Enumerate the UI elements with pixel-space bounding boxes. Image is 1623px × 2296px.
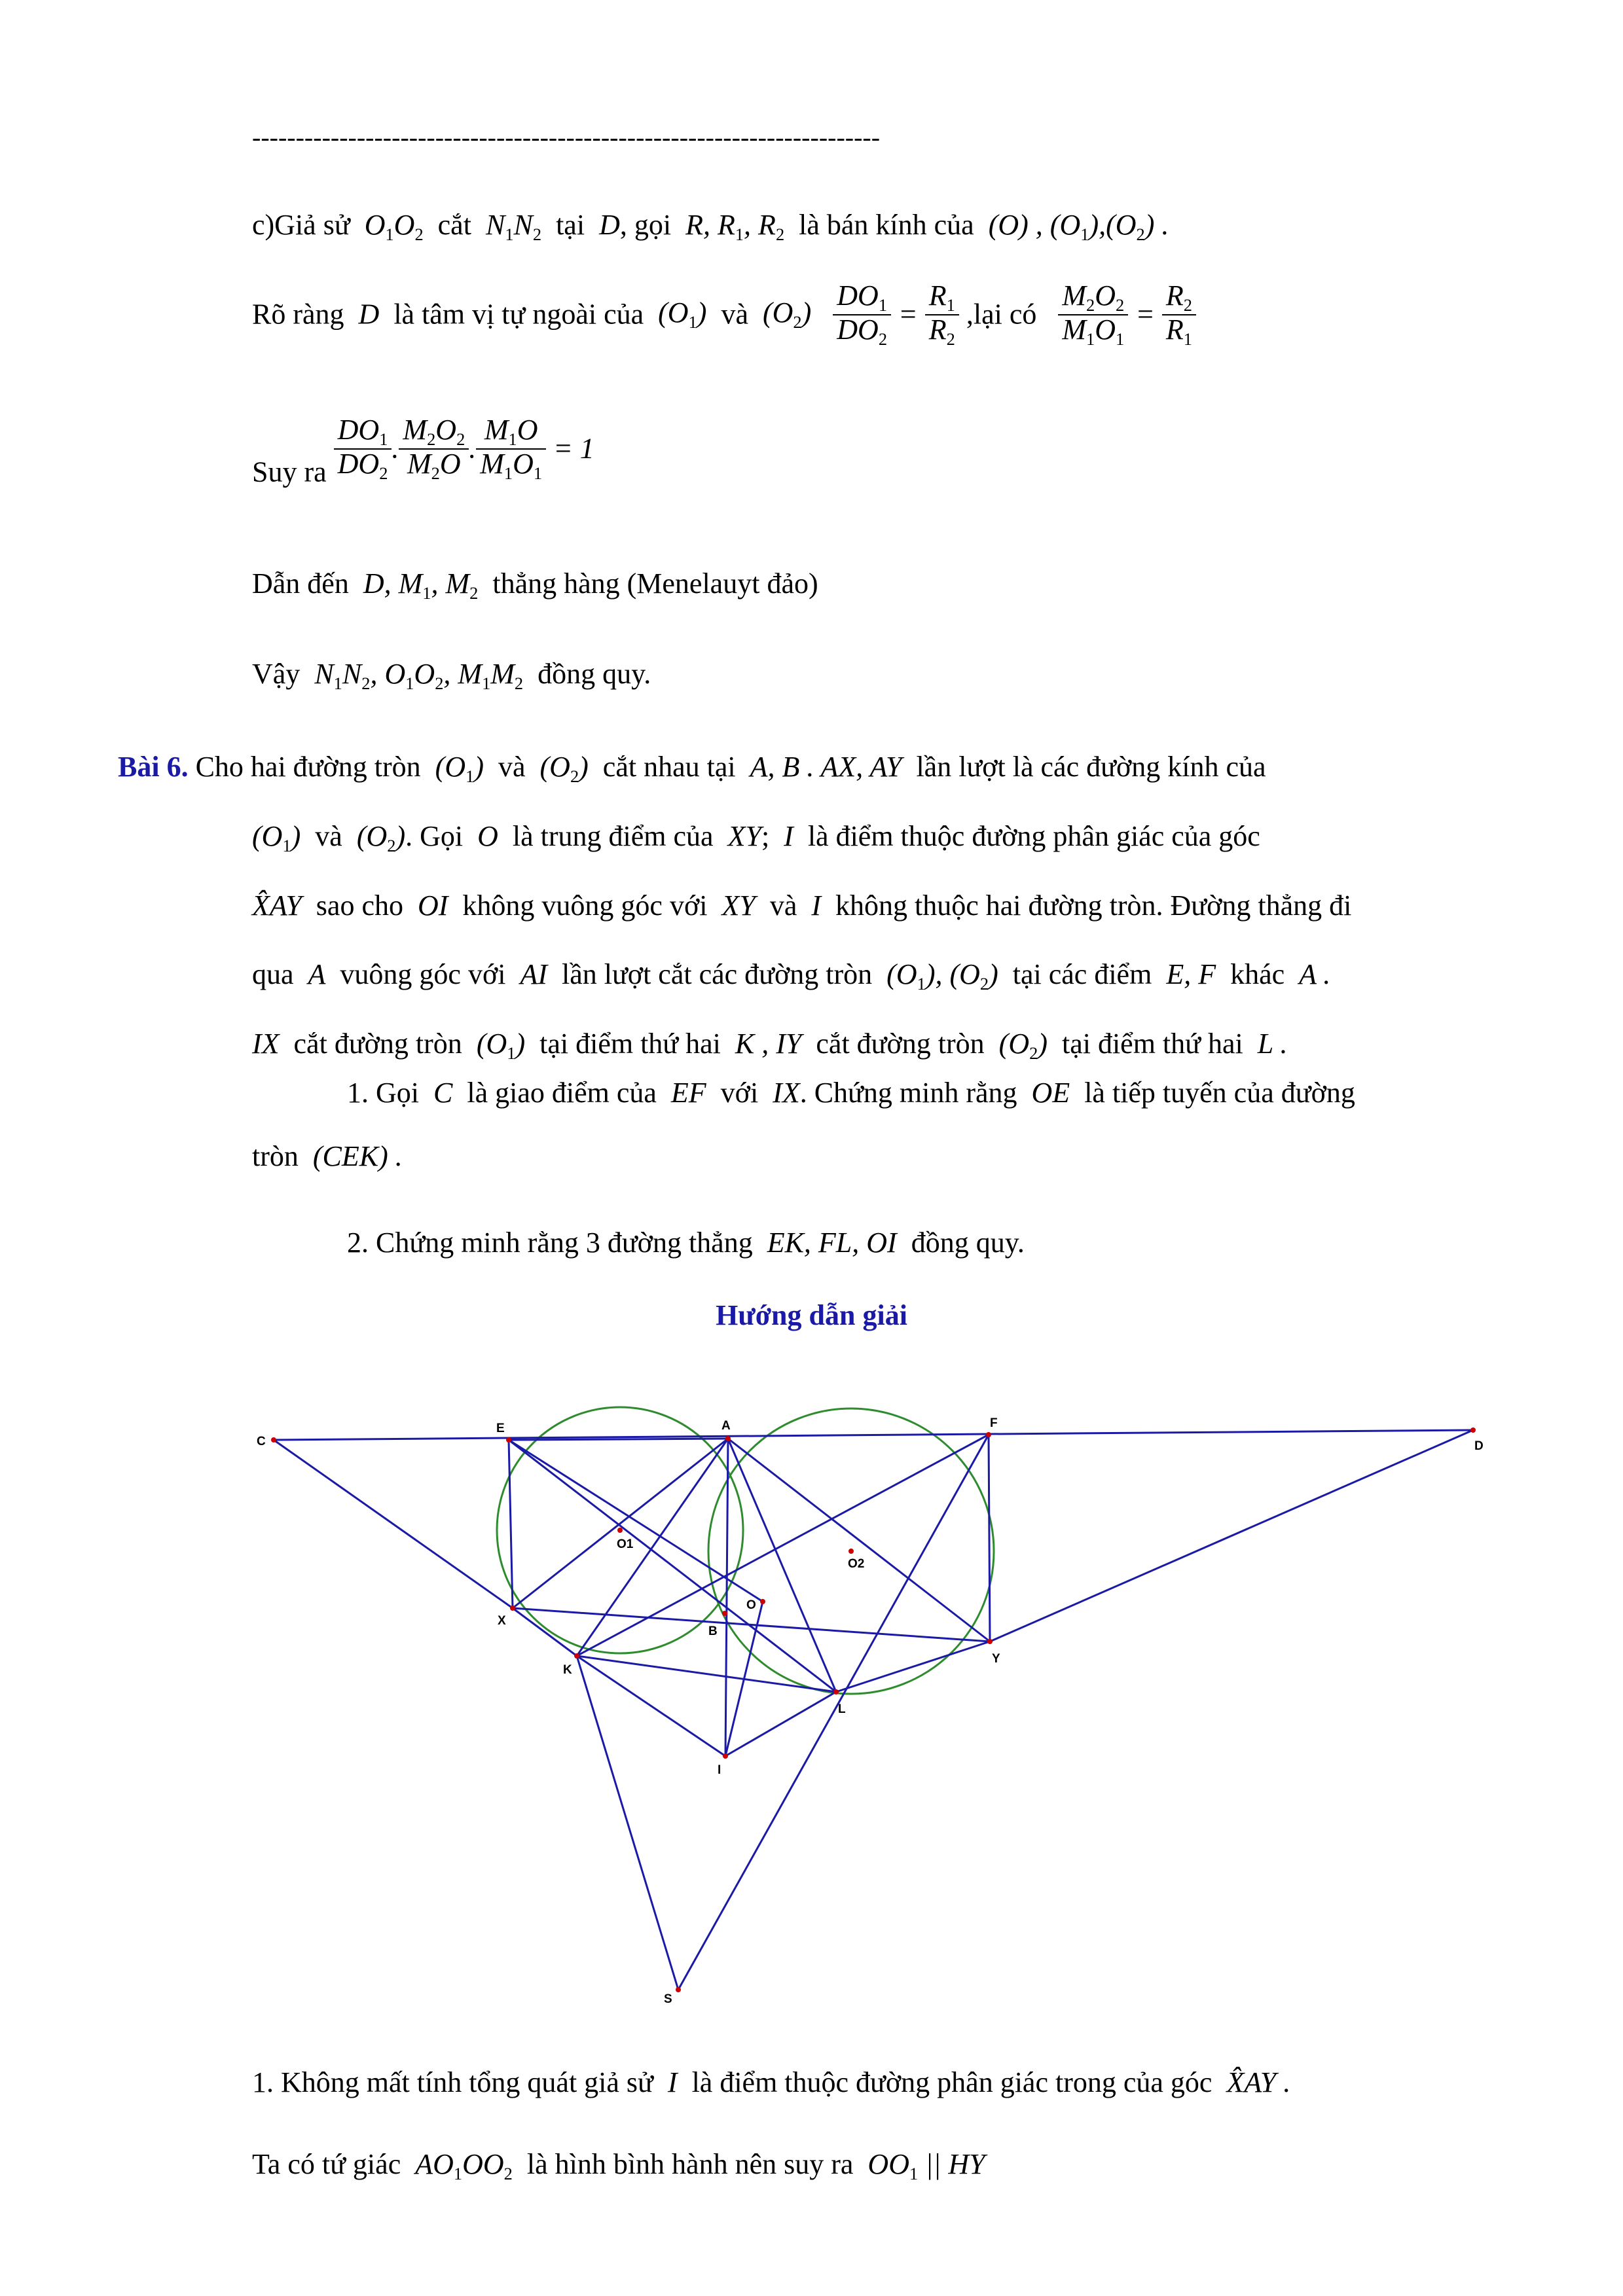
text: là tâm vị tự ngoài của	[393, 298, 644, 331]
text: Suy ra	[252, 456, 327, 488]
text: qua	[252, 958, 294, 990]
part-c-line4	[252, 569, 818, 602]
problem-line1: Bài 6. Cho hai đường tròn $(O_1)$ và $(O_2)$ cắt nhau tại A, B . AX, AY lần lượt là các đường kính của	[118, 751, 1266, 787]
text: và	[721, 298, 748, 331]
text: không vuông góc với	[462, 889, 708, 922]
figure-lines	[274, 1430, 1473, 1990]
text: là giao điểm của	[467, 1077, 657, 1109]
solution-line2: Ta có tứ giác $AO_1OO_2$ là hình bình hành nên suy ra $OO_1$ || HY	[252, 2148, 985, 2184]
text: khác	[1230, 958, 1285, 990]
math: $(O_1)$	[651, 296, 714, 332]
text: là tiếp tuyến của đường	[1084, 1077, 1355, 1109]
label-I: I	[718, 1763, 721, 1777]
math: D, $M_1$, $M_2$	[356, 567, 479, 603]
fraction: $\frac{R_1}{R_2}$	[925, 281, 959, 348]
text: thẳng hàng (Menelauyt đảo)	[492, 567, 818, 600]
math: R, $R_1$, $R_2$	[678, 209, 785, 245]
text: 1. Không mất tính tổng quát giả sử	[252, 2066, 653, 2098]
text: Cho hai đường tròn	[195, 751, 421, 783]
text: c)Giả sử	[252, 209, 350, 241]
label-E: E	[496, 1422, 505, 1435]
fraction: $\frac{DO_1}{DO_2}$	[334, 416, 392, 482]
math: $O_1O_2$	[357, 209, 424, 245]
fraction: $\frac{DO_1}{DO_2}$	[833, 281, 891, 348]
problem-line3: X̂AY sao cho OI không vuông góc với XY và I không thuộc hai đường tròn. Đường thẳng đi	[252, 889, 1352, 922]
label-X: X	[498, 1614, 506, 1628]
problem-line4: qua A vuông góc với AI lần lượt cắt các đường tròn $(O_1)$, $(O_2)$ tại các điểm E, F khác A .	[252, 958, 1331, 994]
text: vuông góc với	[340, 958, 506, 990]
text: và	[769, 889, 797, 922]
text: và	[498, 751, 526, 783]
text: cắt	[437, 209, 471, 241]
label-O2: O2	[848, 1557, 865, 1571]
text: tại các điểm	[1012, 958, 1152, 990]
text: cắt đường tròn	[816, 1028, 985, 1060]
label-F: F	[990, 1416, 998, 1430]
math: D	[592, 209, 620, 241]
label-B: B	[708, 1624, 718, 1638]
text: ,lại có	[966, 298, 1037, 331]
text: lần lượt cắt các đường tròn	[561, 958, 873, 990]
label-O1: O1	[617, 1537, 634, 1551]
math: $(O_2)$	[755, 296, 826, 332]
text: tại điểm thứ hai	[1061, 1028, 1243, 1060]
text: là trung điểm của	[512, 820, 714, 852]
text: . Chứng minh rằng	[799, 1077, 1017, 1109]
divider: ------------------------------------------------------------------------	[252, 122, 881, 152]
text: , gọi	[619, 209, 672, 241]
text: đồng quy.	[538, 658, 651, 690]
text: là hình bình hành nên suy ra	[526, 2148, 854, 2180]
text: và	[315, 820, 342, 852]
part-c-line5	[252, 660, 651, 692]
math: $N_1N_2$, $O_1O_2$, $M_1M_2$	[307, 658, 524, 694]
problem-q1-line2: tròn (CEK) .	[252, 1140, 403, 1172]
text: sao cho	[316, 889, 403, 922]
label-K: K	[563, 1663, 572, 1677]
label-S: S	[664, 1992, 672, 2006]
text: là bán kính của	[799, 209, 974, 241]
text: Vậy	[252, 658, 301, 690]
solution-line1: 1. Không mất tính tổng quát giả sử I là điểm thuộc đường phân giác trong của góc X̂AY .	[252, 2066, 1291, 2098]
problem-title: Bài 6.	[118, 751, 189, 783]
fraction: $\frac{M_2O_2}{M_2O}$	[399, 416, 469, 482]
label-L: L	[838, 1702, 846, 1716]
geometry-figure	[249, 1388, 1519, 2029]
text: Dẫn đến	[252, 567, 349, 600]
label-A: A	[721, 1419, 731, 1433]
part-c-line1	[252, 211, 1169, 243]
fraction: $\frac{R_2}{R_1}$	[1162, 281, 1196, 348]
math: (O) , $(O_1),(O_2)$ .	[981, 209, 1169, 245]
solution-heading: Hướng dẫn giải	[716, 1299, 907, 1331]
text: . Gọi	[405, 820, 464, 852]
text: cắt đường tròn	[293, 1028, 462, 1060]
math: $N_1N_2$	[478, 209, 542, 245]
text: tại	[556, 209, 585, 241]
text: tròn	[252, 1140, 299, 1172]
figure-points	[271, 1427, 1476, 1992]
text: 1. Gọi	[347, 1077, 419, 1109]
text: là điểm thuộc đường phân giác trong của góc	[691, 2066, 1213, 2098]
math: D	[351, 298, 387, 331]
text: đồng quy.	[911, 1227, 1025, 1259]
text: lần lượt là các đường kính của	[916, 751, 1266, 783]
problem-q1-line1: 1. Gọi C là giao điểm của EF với IX. Chứng minh rằng OE là tiếp tuyến của đường	[347, 1077, 1355, 1109]
text: 2. Chứng minh rằng 3 đường thẳng	[347, 1227, 753, 1259]
label-Y: Y	[992, 1652, 1000, 1666]
text: không thuộc hai đường tròn. Đường thẳng đi	[835, 889, 1352, 922]
label-C: C	[257, 1435, 266, 1448]
text: tại điểm thứ hai	[539, 1028, 721, 1060]
text: ;	[761, 820, 770, 852]
problem-q2: 2. Chứng minh rằng 3 đường thẳng EK, FL, OI đồng quy.	[347, 1227, 1025, 1259]
part-c-line2: Rõ ràng D là tâm vị tự ngoài của $(O_1)$ và $(O_2)$ $\frac{DO_1}{DO_2}$ = $\frac{R_1}{R_2}$ ,lại có $\frac{M_2O_2}{M_1O_1}$ = $\frac{R_2}{R_1}$	[252, 281, 1196, 348]
text: Rõ ràng	[252, 298, 344, 331]
fraction: $\frac{M_1O}{M_1O_1}$	[476, 416, 546, 482]
fraction: $\frac{M_2O_2}{M_1O_1}$	[1058, 281, 1128, 348]
problem-line2: $(O_1)$ và $(O_2)$. Gọi O là trung điểm của XY; I là điểm thuộc đường phân giác của góc	[252, 820, 1260, 856]
text: với	[720, 1077, 759, 1109]
problem-line5: IX cắt đường tròn $(O_1)$ tại điểm thứ hai K , IY cắt đường tròn $(O_2)$ tại điểm thứ hai L .	[252, 1028, 1288, 1064]
part-c-line3: Suy ra $\frac{DO_1}{DO_2}$ . $\frac{M_2O_2}{M_2O}$ . $\frac{M_1O}{M_1O_1}$ = 1	[252, 414, 594, 488]
label-D: D	[1474, 1439, 1484, 1453]
text: Ta có tứ giác	[252, 2148, 401, 2180]
text: cắt nhau tại	[602, 751, 736, 783]
text: là điểm thuộc đường phân giác của góc	[807, 820, 1260, 852]
label-O: O	[746, 1598, 756, 1612]
